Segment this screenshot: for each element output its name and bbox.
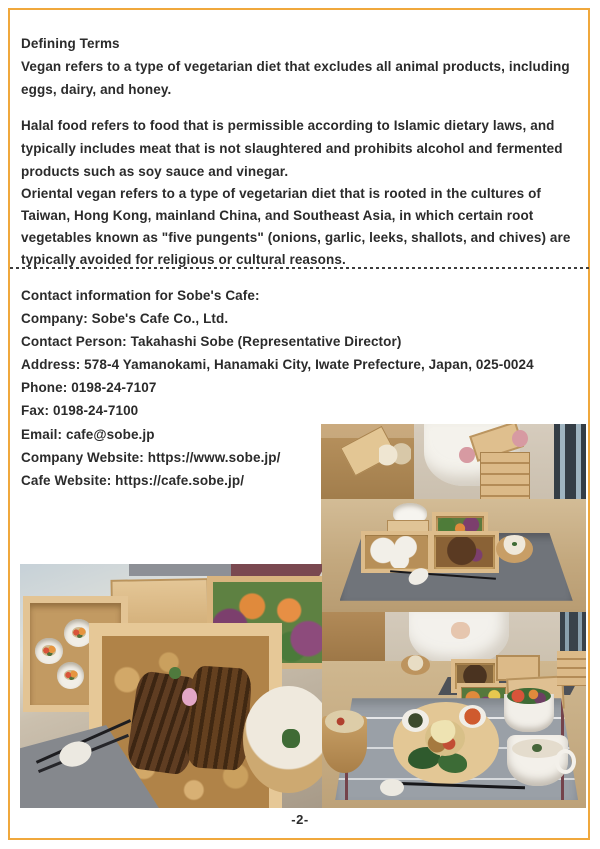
contact-phone-line: Phone: 0198-24-7107	[21, 380, 157, 396]
shelf-jars	[379, 443, 411, 467]
paragraph-oriental-vegan: Oriental vegan refers to a type of vegetarian diet that is rooted in the cultures of Taiwan, Hong Kong, mainland China, and Southeast Asia, in which certain root vegetables known as "five pungents" (onions, garlic, leeks, shallots, and chives) are typically avoided for religious or cultural reasons.	[21, 186, 571, 267]
salad-leaves	[438, 753, 468, 773]
white-salad-bowl	[504, 694, 554, 731]
paragraph-halal: Halal food refers to food that is permissible according to Islamic dietary laws, and typically includes meat that is not slaughtered and prohibits alcohol and fermented products such as soy sauce and vinegar.	[21, 118, 563, 179]
photo-bento-closeup-eel-rice	[20, 564, 322, 808]
soup-garnish	[532, 744, 542, 752]
wooden-rice-bowl	[322, 716, 367, 773]
contact-company-line: Company: Sobe's Cafe Co., Ltd.	[21, 311, 229, 327]
grilled-eel-fillet	[185, 665, 252, 771]
wooden-soup-bowl	[496, 535, 533, 563]
chopstick-rest	[380, 779, 404, 797]
appetizer-cups	[366, 536, 428, 568]
contact-email-line: Email: cafe@sobe.jp	[21, 426, 155, 442]
main-dish-food	[436, 537, 493, 567]
small-side-dish	[459, 705, 486, 728]
white-soup-cup	[507, 735, 568, 786]
contact-company-website-line: Company Website: https://www.sobe.jp/	[21, 449, 281, 465]
contact-address-line: Address: 578-4 Yamanokami, Hanamaki City, Iwate Prefecture, Japan, 025-0024	[21, 357, 534, 373]
wooden-soup-bowl	[243, 686, 322, 793]
soup-garnish	[512, 542, 517, 545]
paragraph-vegan: Vegan refers to a type of vegetarian diet that excludes all animal products, including eggs, dairy, and honey.	[21, 59, 570, 97]
photo-table-setting-with-diner	[322, 612, 586, 808]
appetizer-cup	[57, 662, 84, 689]
flower-garnish	[182, 688, 197, 706]
pink-glove-right	[512, 430, 528, 447]
page-number: -2-	[291, 812, 309, 827]
cup-handle	[555, 749, 576, 774]
contact-fax-line: Fax: 0198-24-7100	[21, 403, 139, 419]
main-dish	[425, 720, 465, 756]
contact-person-line: Contact Person: Takahashi Sobe (Representative Director)	[21, 334, 402, 350]
defining-terms-heading: Defining Terms	[21, 36, 120, 51]
main-dish-bento-box	[430, 531, 499, 573]
appetizer-food	[42, 645, 56, 656]
pink-glove-left	[459, 447, 475, 464]
hands-together	[451, 622, 469, 640]
round-wooden-plate	[393, 702, 499, 784]
gray-cloth-top	[129, 564, 232, 576]
rice	[325, 710, 364, 733]
herb-garnish	[169, 667, 181, 679]
small-side-dish	[402, 709, 429, 732]
appetizer-food	[64, 670, 78, 681]
soup-garnish	[282, 729, 300, 748]
appetizer-cup	[35, 638, 62, 665]
stacked-bento-boxes	[557, 651, 586, 686]
contact-cafe-website-line: Cafe Website: https://cafe.sobe.jp/	[21, 472, 245, 488]
wooden-cup	[401, 655, 430, 675]
window	[554, 424, 586, 507]
photo-staff-stacking-bento-boxes	[321, 424, 586, 612]
appetizer-bento-box	[361, 531, 433, 573]
contact-intro-line: Contact information for Sobe's Cafe:	[21, 288, 260, 303]
dotted-divider	[10, 267, 590, 269]
appetizer-food	[72, 627, 86, 638]
salad-food	[507, 688, 551, 705]
